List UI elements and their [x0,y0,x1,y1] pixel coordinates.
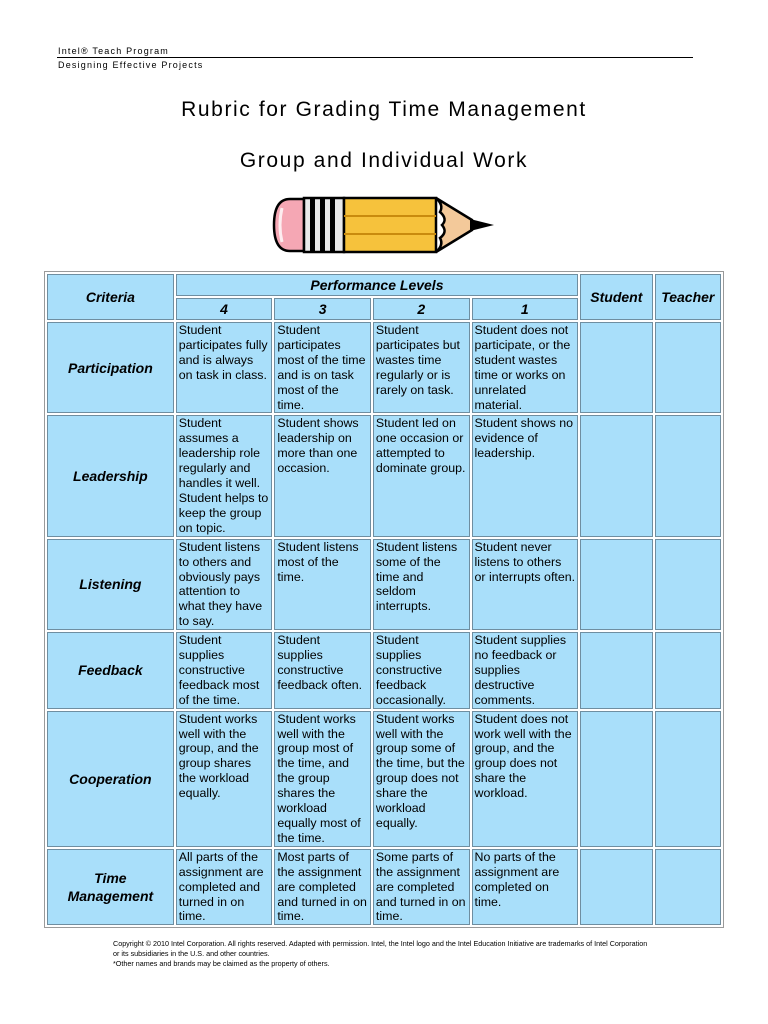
criterion-label: Cooperation [47,711,174,847]
page-title: Rubric for Grading Time Management [181,98,587,121]
student-score-cell[interactable] [580,632,652,709]
rubric-cell: Student participates but wastes time regularly or is rarely on task. [373,322,470,413]
header-course: Designing Effective Projects [58,60,204,70]
student-score-cell[interactable] [580,849,652,926]
copyright-line: Copyright © 2010 Intel Corporation. All rights reserved. Adapted with permission. Intel, the Intel logo and the Intel Education Initiative are trademarks of Intel Corporation [113,939,648,948]
table-header-row [47,274,721,296]
rubric-cell: Student supplies no feedback or supplies destructive comments. [472,632,579,709]
teacher-score-cell[interactable] [655,711,721,847]
rubric-cell: Most parts of the assignment are completed and turned in on time. [274,849,371,926]
page-subtitle: Group and Individual Work [239,149,529,172]
rubric-cell: Student does not participate, or the student wastes time or works on unrelated material. [472,322,579,413]
rubric-cell: Some parts of the assignment are completed and turned in on time. [373,849,470,926]
table-row [47,322,721,413]
rubric-cell: Student works well with the group most of the time, and the group shares the workload equally most of the time. [274,711,371,847]
rubric-cell: Student does not work well with the group, and the group does not share the workload. [472,711,579,847]
teacher-header: Teacher [655,274,721,320]
rubric-cell: Student shows no evidence of leadership. [472,415,579,536]
rubric-cell: Student supplies constructive feedback most of the time. [176,632,273,709]
header-program: Intel® Teach Program [58,46,170,56]
table-row [47,849,721,926]
performance-levels-header: Performance Levels [176,274,578,296]
table-row [47,632,721,709]
level-1-header: 1 [472,298,579,320]
trademark-note: *Other names and brands may be claimed as the property of others. [113,959,330,968]
table-row [47,711,721,847]
rubric-cell: Student supplies constructive feedback occasionally. [373,632,470,709]
criteria-header: Criteria [47,274,174,320]
student-score-cell[interactable] [580,711,652,847]
rubric-cell: Student supplies constructive feedback often. [274,632,371,709]
rubric-cell: Student led on one occasion or attempted to dominate group. [373,415,470,536]
rubric-cell: Student assumes a leadership role regularly and handles it well. Student helps to keep the group on topic. [176,415,273,536]
criterion-label: Participation [47,322,174,413]
criterion-label: Time Management [47,849,174,926]
copyright-line: or its subsidiaries in the U.S. and other countries. [113,949,270,958]
level-3-header: 3 [274,298,371,320]
student-score-cell[interactable] [580,539,652,630]
student-score-cell[interactable] [580,415,652,536]
rubric-cell: Student never listens to others or interrupts often. [472,539,579,630]
rubric-cell: Student participates fully and is always on task in class. [176,322,273,413]
teacher-score-cell[interactable] [655,415,721,536]
rubric-table [44,271,724,928]
rubric-cell: All parts of the assignment are completed and turned in on time. [176,849,273,926]
header-rule [57,57,693,58]
student-score-cell[interactable] [580,322,652,413]
level-2-header: 2 [373,298,470,320]
pencil-icon [272,192,498,258]
rubric-cell: Student works well with the group, and the group shares the workload equally. [176,711,273,847]
criterion-label: Listening [47,539,174,630]
rubric-cell: Student shows leadership on more than one occasion. [274,415,371,536]
rubric-cell: Student participates most of the time and is on task most of the time. [274,322,371,413]
teacher-score-cell[interactable] [655,539,721,630]
table-row [47,539,721,630]
table-row [47,415,721,536]
criterion-label: Feedback [47,632,174,709]
rubric-cell: No parts of the assignment are completed on time. [472,849,579,926]
teacher-score-cell[interactable] [655,322,721,413]
copyright-footer [113,939,673,969]
level-4-header: 4 [176,298,273,320]
student-header: Student [580,274,652,320]
rubric-cell: Student listens most of the time. [274,539,371,630]
criterion-label: Leadership [47,415,174,536]
rubric-cell: Student listens some of the time and seldom interrupts. [373,539,470,630]
teacher-score-cell[interactable] [655,632,721,709]
teacher-score-cell[interactable] [655,849,721,926]
rubric-cell: Student listens to others and obviously pays attention to what they have to say. [176,539,273,630]
rubric-cell: Student works well with the group some of the time, but the group does not share the workload equally. [373,711,470,847]
